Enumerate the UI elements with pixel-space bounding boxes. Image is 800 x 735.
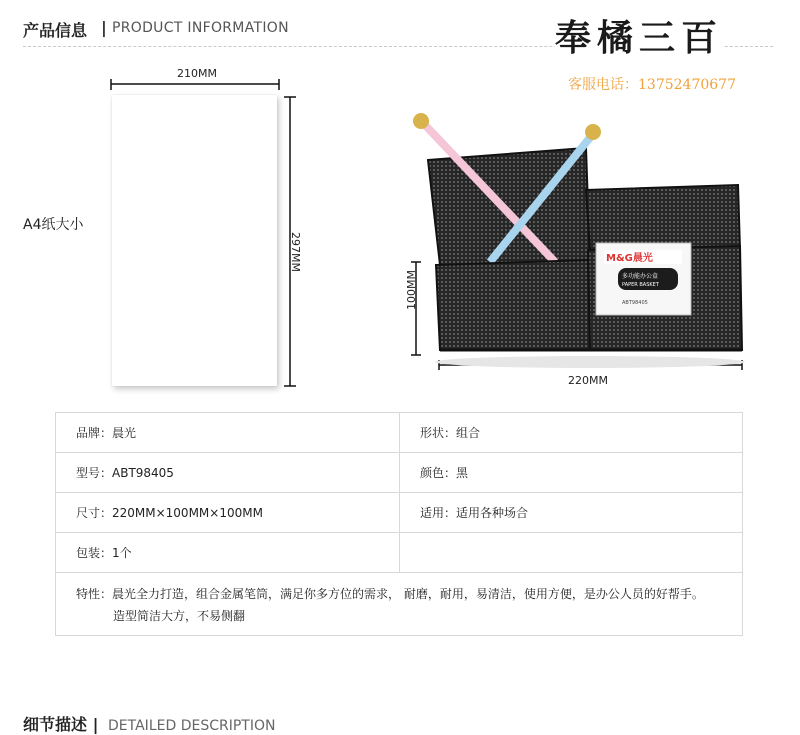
brand-mark: M&G晨光 (606, 253, 653, 264)
brand-logo-text: 奉橘三百 (555, 10, 723, 61)
spec-empty-cell (400, 533, 743, 573)
spec-model: 型号：ABT98405 (56, 453, 400, 493)
section-title-cn: 产品信息 (23, 21, 88, 40)
a4-width-label: 210MM (177, 67, 217, 80)
spec-package: 包装：1个 (56, 533, 400, 573)
detail-title-separator: | (92, 715, 99, 734)
section-title-en: PRODUCT INFORMATION (112, 20, 289, 36)
table-row (56, 493, 743, 533)
spec-shape: 形状：组合 (400, 413, 743, 453)
specification-table (55, 412, 743, 636)
product-label-line2: PAPER BASKET (622, 282, 659, 288)
table-row (56, 453, 743, 493)
a4-size-label: A4纸大小 (23, 217, 84, 233)
spec-features-line2: 造型简洁大方，不易侧翻 (113, 609, 246, 623)
product-height-label: 100MM (405, 270, 418, 310)
product-width-label: 220MM (568, 374, 608, 387)
product-label-line1: 多功能办公盒 (622, 273, 659, 280)
spec-color: 颜色：黑 (400, 453, 743, 493)
table-row (56, 573, 743, 636)
spec-features-line1: 特性：晨光全力打造，组合金属笔筒，满足你多方位的需求， 耐磨，耐用，易清洁，使用方便，是办公人员的好帮手。 (76, 587, 704, 601)
customer-service-phone: 客服电话：13752470677 (568, 77, 736, 93)
detail-title-cn: 细节描述 (23, 715, 88, 734)
spec-features (56, 573, 743, 636)
detail-title-en: DETAILED DESCRIPTION (108, 718, 276, 734)
a4-height-label: 297MM (289, 232, 302, 272)
table-row (56, 533, 743, 573)
spec-usage: 适用：适用各种场合 (400, 493, 743, 533)
product-label-code: ABT98405 (622, 300, 648, 306)
spec-brand: 品牌：晨光 (56, 413, 400, 453)
spec-size: 尺寸：220MM×100MM×100MM (56, 493, 400, 533)
table-row (56, 413, 743, 453)
section-title-separator: | (101, 18, 107, 37)
